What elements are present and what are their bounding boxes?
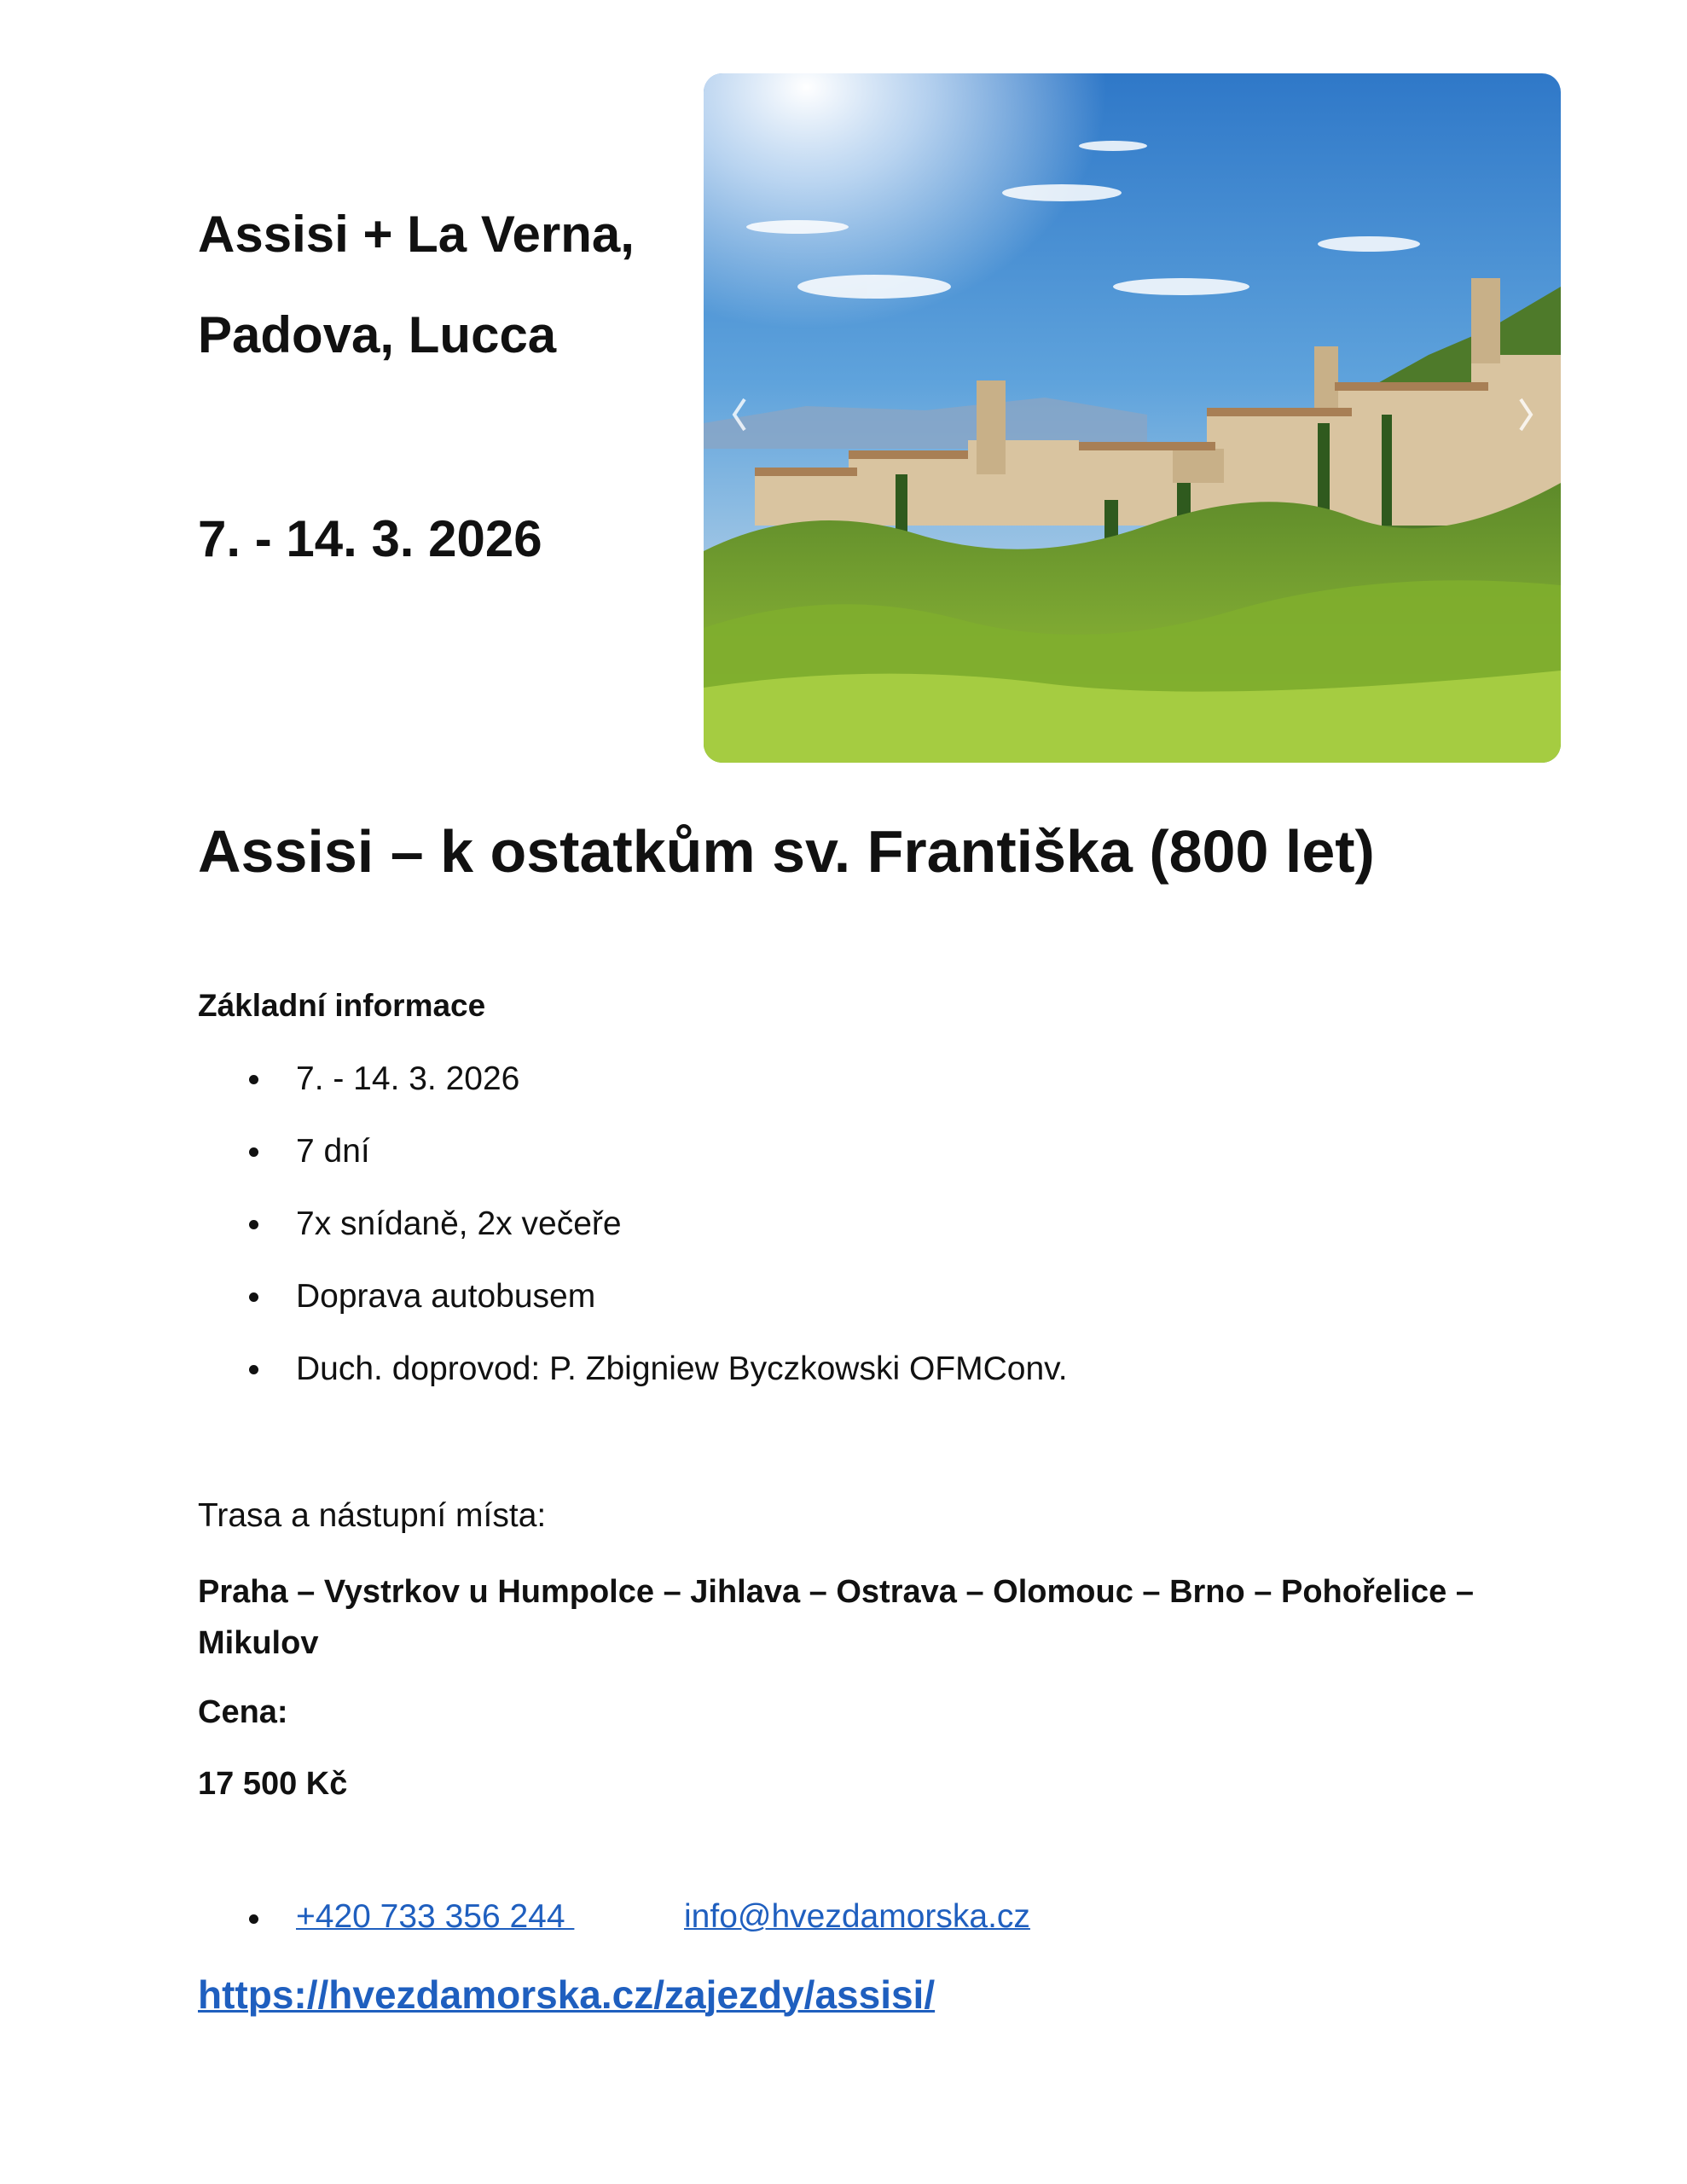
- list-item-text: Doprava autobusem: [296, 1278, 596, 1315]
- website-link[interactable]: https://hvezdamorska.cz/zajezdy/assisi/: [198, 1972, 936, 2017]
- contact-line: [198, 1896, 1307, 1938]
- basic-info-list: [198, 1058, 1068, 1420]
- list-item-text: 7. - 14. 3. 2026: [296, 1060, 520, 1097]
- list-item-text: Duch. doprovod: P. Zbigniew Byczkowski OFMConv.: [296, 1350, 1068, 1387]
- list-item: [198, 1348, 1068, 1420]
- list-item-text: 7 dní: [296, 1133, 370, 1170]
- assisi-landscape-photo: [704, 73, 1561, 763]
- trip-title-line-1: Assisi + La Verna,: [198, 206, 635, 263]
- bullet-icon: [249, 1220, 258, 1229]
- price-label: Cena:: [198, 1694, 288, 1730]
- email-link[interactable]: info@hvezdamorska.cz: [684, 1898, 1030, 1935]
- trip-date: 7. - 14. 3. 2026: [198, 510, 542, 567]
- list-item: [198, 1203, 1068, 1275]
- bullet-icon: [249, 1365, 258, 1374]
- list-item-text: 7x snídaně, 2x večeře: [296, 1205, 622, 1242]
- list-item: [198, 1275, 1068, 1348]
- bullet-icon: [249, 1147, 258, 1157]
- bullet-icon: [249, 1914, 258, 1924]
- route-label: Trasa a nástupní místa:: [198, 1497, 547, 1534]
- route-text: Praha – Vystrkov u Humpolce – Jihlava – Ostrava – Olomouc – Brno – Pohořelice – Mikulov: [198, 1574, 1474, 1661]
- phone-link[interactable]: +420 733 356 244: [296, 1898, 575, 1935]
- basic-info-label: Základní informace: [198, 988, 486, 1023]
- bullet-icon: [249, 1075, 258, 1084]
- price-value: 17 500 Kč: [198, 1766, 348, 1802]
- list-item: [198, 1130, 1068, 1203]
- trip-title-line-2: Padova, Lucca: [198, 306, 557, 363]
- page-headline: Assisi – k ostatkům sv. Františka (800 let): [198, 818, 1375, 885]
- bullet-icon: [249, 1292, 258, 1302]
- list-item: [198, 1058, 1068, 1130]
